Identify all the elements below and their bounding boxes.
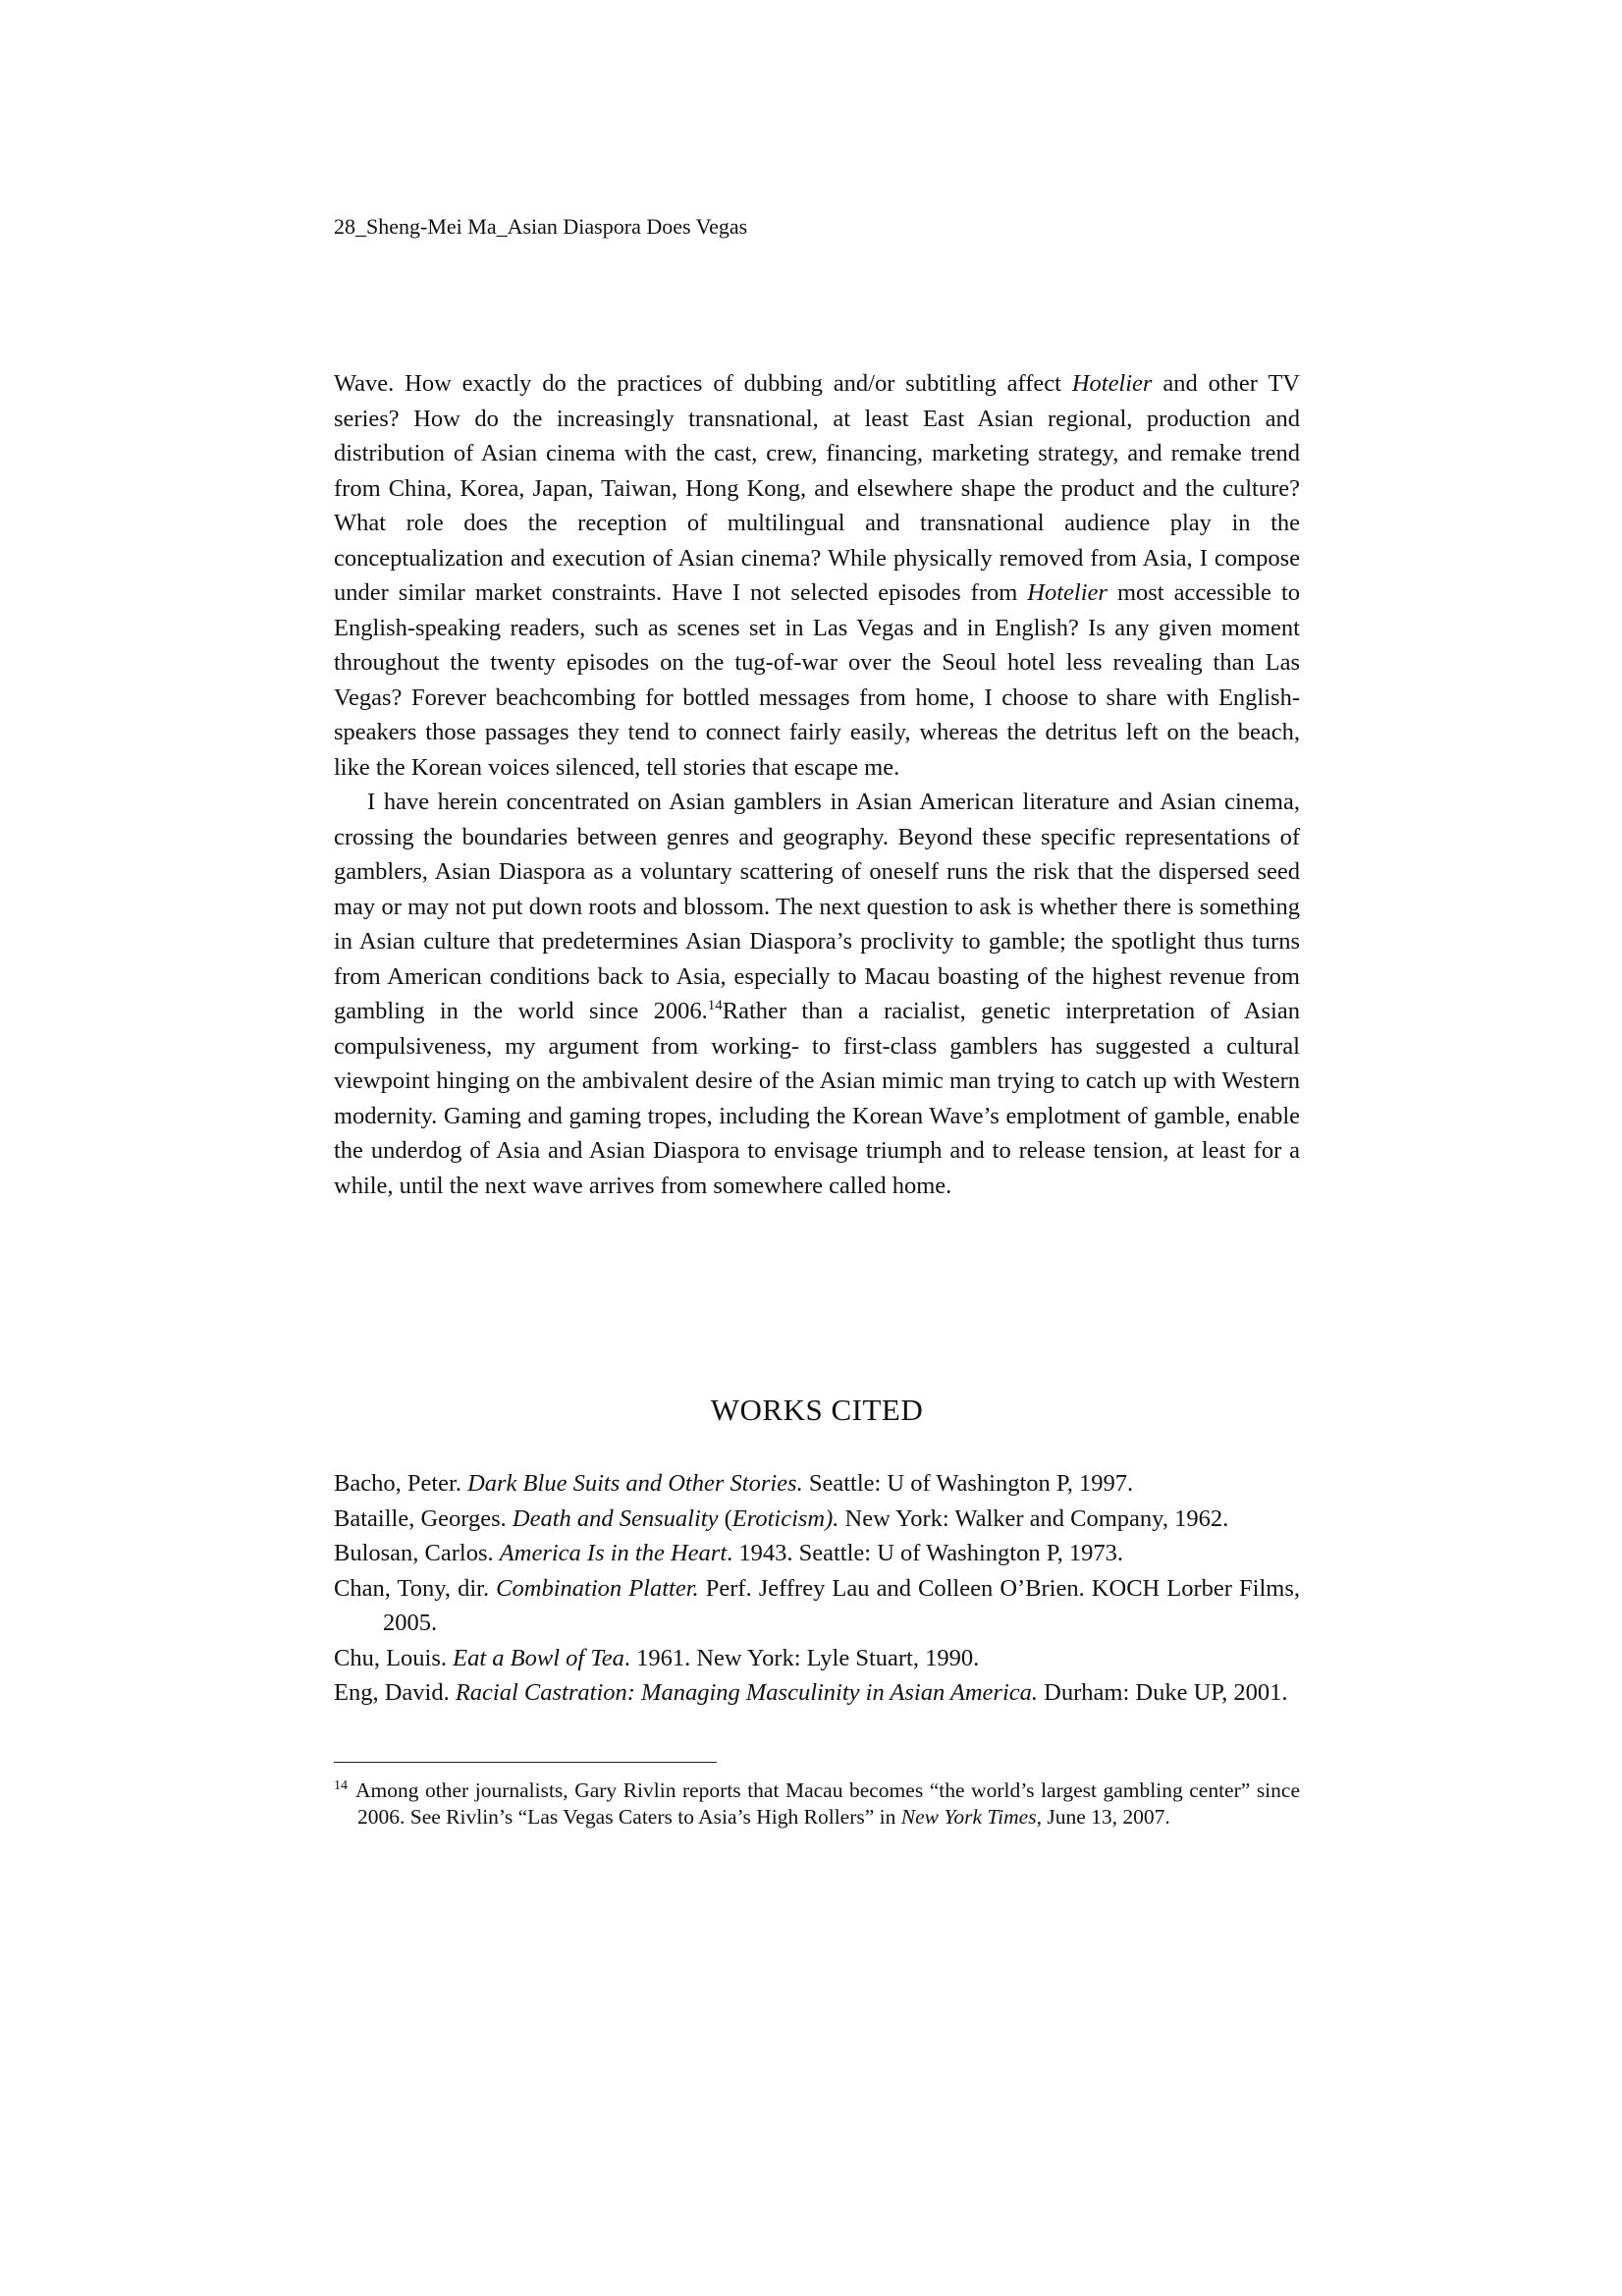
italic-text: Hotelier: [1027, 579, 1108, 606]
italic-text: Eroticism).: [731, 1504, 839, 1532]
italic-text: Death and Sensuality: [512, 1504, 719, 1532]
text-run: and other TV series? How do the increasingly transnational, at least East Asian regional, production and distribution of Asian cinema with the cast, crew, financing, marketing strategy, and remake trend from China, Korea, Japan, Taiwan, Hong Kong, and elsewhere shape the product and the culture? What role does the reception of multilingual and transnational audience play in the conceptualization and execution of Asian cinema? While physically removed from Asia, I compose under similar market constraints. Have I not selected episodes from: [334, 370, 1300, 606]
citation-entry: [334, 1675, 1300, 1711]
text-run: Durham: Duke UP, 2001.: [1038, 1679, 1288, 1706]
footnote-reference: 14: [707, 997, 723, 1013]
text-run: . 1943. Seattle: U of Washington P, 1973.: [727, 1540, 1123, 1566]
text-run: Wave. How exactly do the practices of dubbing and/or subtitling affect: [334, 370, 1072, 397]
text-run: Bataille, Georges.: [334, 1504, 513, 1532]
italic-text: Combination Platter.: [496, 1574, 699, 1602]
italic-text: New York Times: [900, 1805, 1037, 1829]
citation-entry: [334, 1536, 1300, 1571]
citation-entry: [334, 1502, 1300, 1537]
text-run: Eng, David.: [334, 1679, 456, 1706]
citation-entry: [334, 1571, 1300, 1641]
footnote-text: [355, 1778, 1300, 1829]
works-cited-list: [334, 1466, 1300, 1711]
text-run: (: [718, 1504, 732, 1532]
text-run: Bacho, Peter.: [334, 1470, 468, 1497]
citation-entry: [334, 1466, 1300, 1502]
body-text: [334, 366, 1300, 1203]
text-run: Among other journalists, Gary Rivlin reports that Macau becomes “the world’s largest gambling center” since 2006. See Rivlin’s “Las Vegas Caters to Asia’s High Rollers” in: [355, 1778, 1300, 1829]
text-run: Chu, Louis.: [334, 1644, 454, 1671]
running-head: 28_Sheng-Mei Ma_Asian Diaspora Does Vegas: [334, 214, 748, 239]
text-run: Rather than a racialist, genetic interpretation of Asian compulsiveness, my argument from working- to first-class gamblers has suggested a cultural viewpoint hinging on the ambivalent desire of the Asian mimic man trying to catch up with Western modernity. Gaming and gaming tropes, including the Korean Wave’s emplotment of gamble, enable the underdog of Asia and Asian Diaspora to envisage triumph and to release tension, at least for a while, until the next wave arrives from somewhere called home.: [334, 998, 1300, 1199]
text-run: I have herein concentrated on Asian gamblers in Asian American literature and Asian cinema, crossing the boundaries between genres and geography. Beyond these specific representations of gamblers, Asian Diaspora as a voluntary scattering of oneself runs the risk that the dispersed seed may or may not put down roots and blossom. The next question to ask is whether there is something in Asian culture that predetermines Asian Diaspora’s proclivity to gamble; the spotlight thus turns from American conditions back to Asia, especially to Macau boasting of the highest revenue from gambling in the world since 2006.: [334, 789, 1300, 1024]
footnote: [334, 1777, 1300, 1831]
paragraph: [334, 366, 1300, 785]
citation-entry: [334, 1641, 1300, 1676]
text-run: Seattle: U of Washington P, 1997.: [802, 1470, 1134, 1497]
footnote-rule: [334, 1762, 717, 1763]
italic-text: Racial Castration: Managing Masculinity in Asian America.: [455, 1679, 1039, 1706]
text-run: . 1961. New York: Lyle Stuart, 1990.: [623, 1644, 980, 1671]
section-title: WORKS CITED: [710, 1393, 924, 1427]
text-run: Bulosan, Carlos.: [334, 1540, 500, 1566]
text-run: most accessible to English-speaking readers, such as scenes set in Las Vegas and in English? Is any given moment throughout the twenty episodes on the tug-of-war over the Seoul hotel less revealing than Las Vegas? Forever beachcombing for bottled messages from home, I choose to share with English-speakers those passages they tend to connect fairly easily, whereas the detritus left on the beach, like the Korean voices silenced, tell stories that escape me.: [334, 579, 1300, 781]
italic-text: Eat a Bowl of Tea: [453, 1644, 624, 1671]
text-run: Perf. Jeffrey Lau and Colleen O’Brien. KOCH Lorber Films, 2005.: [383, 1574, 1300, 1636]
text-run: , June 13, 2007.: [1036, 1805, 1170, 1829]
footnote-number: 14: [334, 1777, 348, 1793]
text-run: Chan, Tony, dir.: [334, 1574, 497, 1602]
text-run: New York: Walker and Company, 1962.: [838, 1504, 1229, 1532]
italic-text: Hotelier: [1071, 370, 1153, 397]
paragraph: [334, 785, 1300, 1203]
italic-text: Dark Blue Suits and Other Stories.: [467, 1470, 803, 1497]
italic-text: America Is in the Heart: [499, 1540, 728, 1566]
